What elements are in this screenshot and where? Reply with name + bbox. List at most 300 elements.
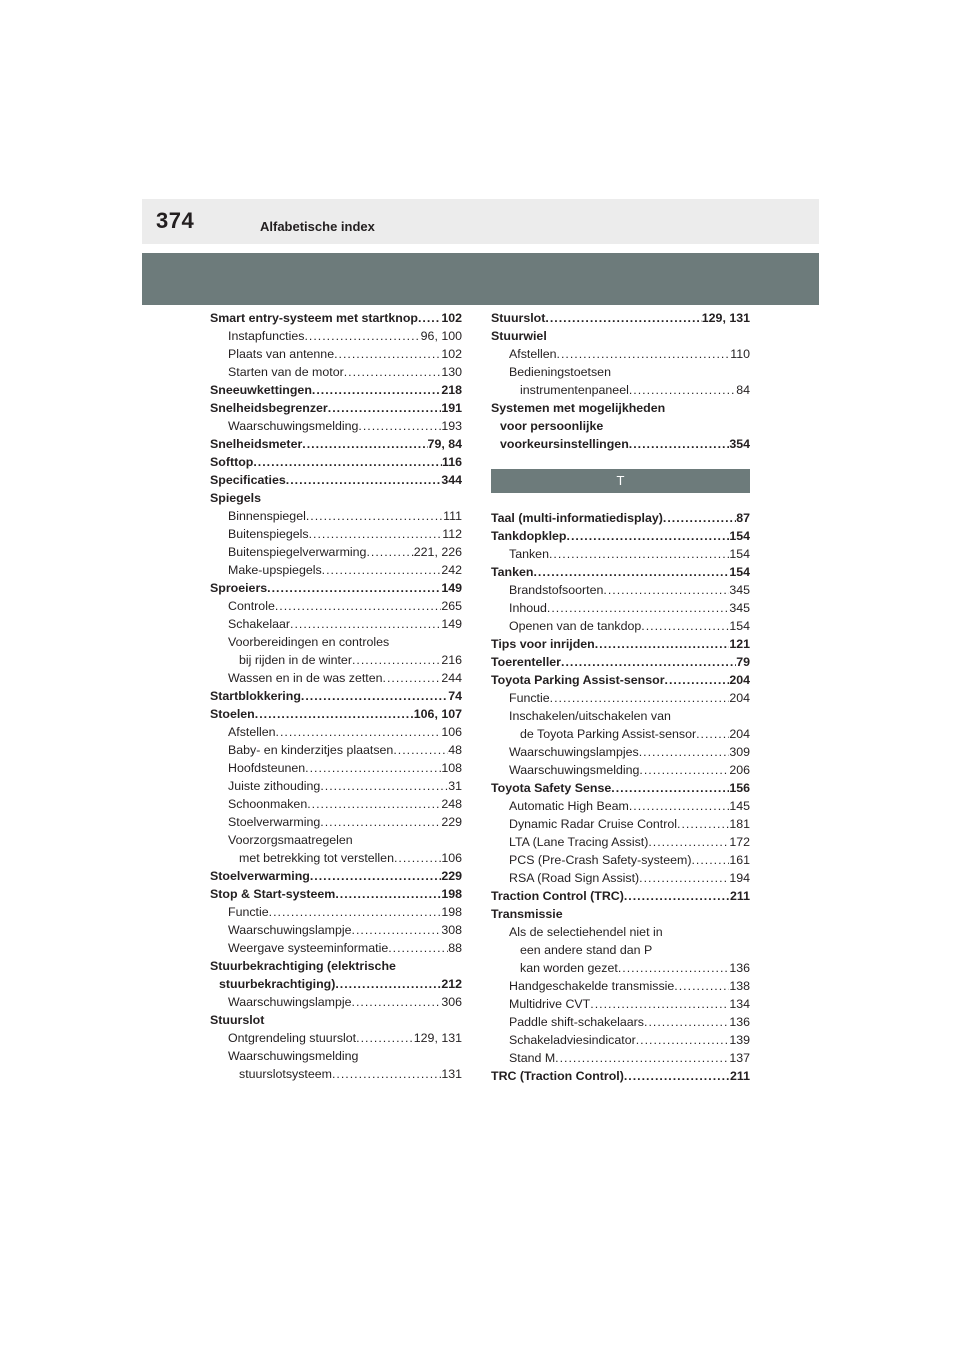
index-entry-page: 204 [729,673,750,687]
index-entry-page: 121 [729,637,750,651]
page-number: 374 [156,208,195,233]
dot-leader [335,885,441,903]
index-group-s [491,309,750,453]
dot-leader [276,723,442,741]
index-entry-page: 134 [729,997,750,1011]
index-entry-term: kan worden gezet [520,961,618,975]
dot-leader [344,363,442,381]
page-header [142,199,819,244]
dot-leader [352,921,442,939]
index-entry [491,1031,750,1049]
index-entry [491,887,750,905]
index-entry [210,723,462,741]
index-entry-term: Tanken [491,565,534,579]
index-entry-page: 106, 107 [413,707,462,721]
index-entry [210,615,462,633]
index-entry-term: Stand M [509,1051,556,1065]
dot-leader [352,651,441,669]
index-entry-page: 87 [736,511,750,525]
index-entry-page: 31 [448,779,462,793]
dot-leader [286,471,442,489]
index-entry-term: met betrekking tot verstellen [239,851,394,865]
index-entry [491,869,750,887]
index-entry-term: Toyota Parking Assist-sensor [491,673,665,687]
index-entry: Stuurbekrachtiging (elektrische [210,959,396,973]
index-entry [491,635,750,653]
index-entry-term: PCS (Pre-Crash Safety-systeem) [509,853,692,867]
index-entry [210,813,462,831]
dot-leader [549,545,729,563]
index-entry-term: Paddle shift-schakelaars [509,1015,644,1029]
index-entry-term: Specificaties [210,473,286,487]
index-entry-page: 248 [441,797,462,811]
index-entry [210,921,462,939]
index-entry [210,471,462,489]
index-entry [210,453,462,471]
index-entry-term: voorkeursinstellingen [500,437,629,451]
index-entry [210,525,462,543]
index-entry-term: Juiste zithouding [228,779,321,793]
index-entry [210,993,462,1011]
dot-leader [253,453,442,471]
dot-leader [629,381,736,399]
index-entry [210,309,462,327]
index-entry [210,543,462,561]
dot-leader [304,327,420,345]
index-entry-page: 102 [441,347,462,361]
section-letter-bar [491,469,750,493]
index-entry-page: 116 [442,455,462,469]
index-entry-page: 306 [441,995,462,1009]
dot-leader [320,813,441,831]
dot-leader [383,669,442,687]
index-entry [210,579,462,597]
index-entry [491,653,750,671]
index-entry: Als de selectiehendel niet in [509,925,663,939]
index-entry [491,797,750,815]
index-entry [210,687,462,705]
index-entry [491,345,750,363]
index-entry-term: Automatic High Beam [509,799,629,813]
dot-leader [624,1067,730,1085]
index-entry-page: 221, 226 [413,545,462,559]
index-entry [491,725,750,743]
page-title: Alfabetische index [260,219,375,234]
dot-leader [611,779,729,797]
index-entry-term: Instapfuncties [228,329,305,343]
index-entry-page: 211 [730,1069,750,1083]
dot-leader [595,635,730,653]
dot-leader [366,543,413,561]
index-entry-term: Stop & Start-systeem [210,887,336,901]
dot-leader [624,887,730,905]
index-entry-term: Startblokkering [210,689,301,703]
index-entry-term: Wassen en in de was zetten [228,671,383,685]
index-entry [210,561,462,579]
index-entry [491,689,750,707]
index-entry-page: 145 [729,799,750,813]
dot-leader [269,903,442,921]
index-entry [210,399,462,417]
dot-leader [356,1029,414,1047]
index-entry [491,617,750,635]
dot-leader [629,797,729,815]
index-entry [491,1067,750,1085]
index-entry-term: Inhoud [509,601,547,615]
index-entry-page: 345 [729,583,750,597]
index-entry-page: 137 [729,1051,750,1065]
index-entry: Voorzorgsmaatregelen [228,833,353,847]
index-entry [210,849,462,867]
index-entry [491,581,750,599]
index-entry-page: 191 [441,401,462,415]
index-entry [210,507,462,525]
index-entry [210,975,462,993]
index-entry-page: 206 [729,763,750,777]
index-entry-page: 79 [736,655,750,669]
index-entry [210,417,462,435]
index-entry-page: 204 [729,727,750,741]
index-entry-page: 198 [441,887,462,901]
dot-leader [352,993,442,1011]
index-entry [210,759,462,777]
dot-leader [388,939,448,957]
index-entry-term: Softtop [210,455,254,469]
index-entry-page: 131 [441,1067,462,1081]
index-entry-term: Buitenspiegels [228,527,309,541]
index-entry-term: Plaats van antenne [228,347,335,361]
index-entry-page: 154 [729,565,750,579]
index-entry [491,743,750,761]
index-entry [210,885,462,903]
dot-leader [561,653,736,671]
index-entry-page: 106 [441,851,462,865]
index-entry [491,959,750,977]
index-entry [491,599,750,617]
index-entry [210,597,462,615]
index-entry-term: Schoonmaken [228,797,308,811]
index-entry: Inschakelen/uitschakelen van [509,709,671,723]
index-entry-term: Snelheidsbegrenzer [210,401,328,415]
index-entry-term: stuurbekrachtiging) [219,977,336,991]
index-entry-page: 154 [729,529,750,543]
index-entry [491,779,750,797]
index-entry-page: 108 [441,761,462,775]
index-entry-page: 106 [441,725,462,739]
index-entry-term: Toerenteller [491,655,562,669]
index-entry [210,1029,462,1047]
index-entry-page: 211 [730,889,750,903]
index-entry-term: Schakelaar [228,617,290,631]
index-entry [210,741,462,759]
index-entry-page: 96, 100 [420,329,462,343]
index-entry-page: 110 [730,347,750,361]
dot-leader [334,345,441,363]
index-entry-page: 345 [729,601,750,615]
index-entry: Systemen met mogelijkheden [491,401,666,415]
index-entry-page: 229 [441,815,462,829]
dot-leader [691,851,729,869]
index-entry [210,669,462,687]
index-entry-term: de Toyota Parking Assist-sensor [520,727,697,741]
index-entry: een andere stand dan P [520,943,653,957]
index-entry-page: 194 [729,871,750,885]
dot-leader [533,563,729,581]
dot-leader [639,869,729,887]
index-entry-term: Stoelverwarming [228,815,321,829]
index-entry [491,815,750,833]
dot-leader [696,725,729,743]
dot-leader [550,689,730,707]
dot-leader [310,867,441,885]
index-entry-page: 130 [441,365,462,379]
index-entry-page: 212 [441,977,462,991]
index-entry [491,509,750,527]
index-entry-page: 354 [729,437,750,451]
index-entry [210,651,462,669]
index-column-right [491,309,750,1085]
index-entry: Voorbereidingen en controles [228,635,390,649]
index-entry-term: Afstellen [228,725,276,739]
index-entry-term: Starten van de motor [228,365,344,379]
index-entry [210,777,462,795]
index-entry-page: 216 [441,653,462,667]
index-entry-page: 129, 131 [701,311,750,325]
index-entry-term: Ontgrendeling stuurslot [228,1031,357,1045]
index-entry: Spiegels [210,491,261,505]
index-entry-term: Tips voor inrijden [491,637,595,651]
dot-leader [636,1031,730,1049]
index-entry [491,381,750,399]
dot-leader [306,507,443,525]
index-entry-page: 149 [441,581,462,595]
index-entry [491,563,750,581]
dot-leader [674,977,729,995]
dot-leader [394,849,441,867]
dot-leader [393,741,448,759]
index-entry-page: 265 [441,599,462,613]
index-entry-term: Tankdopklep [491,529,567,543]
index-entry-page: 309 [729,745,750,759]
index-entry-term: Baby- en kinderzitjes plaatsen [228,743,394,757]
index-entry: voor persoonlijke [500,419,604,433]
index-entry-page: 344 [441,473,462,487]
index-entry-page: 136 [729,1015,750,1029]
dot-leader [665,671,730,689]
dot-leader [328,399,442,417]
index-entry [491,527,750,545]
index-entry-term: Afstellen [509,347,557,361]
index-entry [210,705,462,723]
dot-leader [312,381,441,399]
dot-leader [555,1049,729,1067]
index-entry: Bedieningstoetsen [509,365,611,379]
index-entry-term: Stoelverwarming [210,869,310,883]
dot-leader [603,581,729,599]
dot-leader [322,561,442,579]
index-entry-term: Stoelen [210,707,255,721]
index-entry-page: 138 [729,979,750,993]
dot-leader [255,705,414,723]
index-entry [491,671,750,689]
index-entry-page: 193 [441,419,462,433]
index-entry-page: 111 [443,509,462,523]
index-entry [210,1065,462,1083]
dot-leader [545,309,701,327]
index-entry-term: Brandstofsoorten [509,583,604,597]
index-entry-term: Traction Control (TRC) [491,889,624,903]
index-group-t [491,509,750,1085]
index-entry [491,1049,750,1067]
dot-leader [648,833,729,851]
index-entry [491,761,750,779]
index-entry-term: Functie [509,691,550,705]
index-entry-term: instrumentenpaneel [520,383,629,397]
index-entry [210,435,462,453]
index-entry-page: 136 [729,961,750,975]
dot-leader [307,795,441,813]
dot-leader [418,309,441,327]
header-band [142,253,819,305]
index-entry-term: Waarschuwingslampjes [509,745,639,759]
index-entry-term: Snelheidsmeter [210,437,303,451]
index-entry-term: Stuurslot [491,311,546,325]
index-entry [210,381,462,399]
index-entry [491,851,750,869]
index-entry-term: Openen van de tankdop [509,619,642,633]
index-entry-page: 48 [448,743,462,757]
dot-leader [567,527,730,545]
index-entry-term: Taal (multi-informatiedisplay) [491,511,663,525]
index-entry-term: Multidrive CVT [509,997,591,1011]
index-entry [210,939,462,957]
index-entry-page: 149 [441,617,462,631]
index-entry-page: 172 [729,835,750,849]
dot-leader [644,1013,729,1031]
index-entry [491,309,750,327]
dot-leader [301,687,448,705]
index-entry-page: 74 [448,689,462,703]
index-entry [491,1013,750,1031]
index-entry: Transmissie [491,907,563,921]
index-column-left [210,309,462,1083]
index-entry-term: Sproeiers [210,581,268,595]
index-entry-page: 242 [441,563,462,577]
dot-leader [629,435,730,453]
dot-leader [335,975,441,993]
index-entry-term: RSA (Road Sign Assist) [509,871,640,885]
index-entry [491,435,750,453]
index-entry-page: 156 [729,781,750,795]
index-entry-page: 218 [441,383,462,397]
dot-leader [320,777,448,795]
index-entry-term: Weergave systeeminformatie [228,941,389,955]
index-entry-term: Sneeuwkettingen [210,383,312,397]
index-entry-term: Buitenspiegelverwarming [228,545,367,559]
index-entry [491,977,750,995]
index-entry [210,345,462,363]
dot-leader [641,617,729,635]
dot-leader [302,435,427,453]
dot-leader [547,599,729,617]
dot-leader [590,995,729,1013]
index-entry-term: LTA (Lane Tracing Assist) [509,835,649,849]
index-entry-page: 181 [729,817,750,831]
index-entry-term: Binnenspiegel [228,509,306,523]
index-entry-page: 154 [729,619,750,633]
index-entry-term: Controle [228,599,275,613]
index-entry-term: Tanken [509,547,549,561]
index-entry-page: 84 [736,383,750,397]
index-entry-page: 112 [442,527,462,541]
index-entry [210,363,462,381]
index-entry: Waarschuwingsmelding [228,1049,359,1063]
index-entry-page: 79, 84 [427,437,462,451]
index-entry [210,795,462,813]
index-entry-page: 139 [729,1033,750,1047]
dot-leader [618,959,730,977]
dot-leader [557,345,731,363]
index-entry-page: 229 [441,869,462,883]
index-entry-term: TRC (Traction Control) [491,1069,624,1083]
index-entry: Stuurslot [210,1013,265,1027]
index-entry-term: Waarschuwingsmelding [509,763,640,777]
index-entry-term: Make-upspiegels [228,563,322,577]
index-entry-term: Functie [228,905,269,919]
index-entry-term: Toyota Safety Sense [491,781,612,795]
index-entry-term: Dynamic Radar Cruise Control [509,817,678,831]
dot-leader [663,509,736,527]
dot-leader [267,579,441,597]
index-entry-term: bij rijden in de winter [239,653,352,667]
index-entry [210,867,462,885]
index-entry [491,995,750,1013]
index-entry-term: Waarschuwingsmelding [228,419,359,433]
dot-leader [305,759,441,777]
index-entry [210,903,462,921]
index-entry-term: Handgeschakelde transmissie [509,979,675,993]
index-entry-page: 308 [441,923,462,937]
index-entry-page: 244 [441,671,462,685]
index-entry-page: 102 [441,311,462,325]
index-entry-page: 161 [729,853,750,867]
index-entry [491,833,750,851]
index-entry-term: Schakeladviesindicator [509,1033,636,1047]
dot-leader [358,417,441,435]
dot-leader [677,815,729,833]
index-entry-term: Waarschuwingslampje [228,995,352,1009]
section-letter: T [616,473,625,488]
index-entry-term: Hoofdsteunen [228,761,306,775]
index-entry [210,327,462,345]
index-entry-page: 198 [441,905,462,919]
index-entry-term: stuurslotsysteem [239,1067,332,1081]
index-entry-page: 204 [729,691,750,705]
index-entry [491,545,750,563]
dot-leader [639,761,729,779]
index-entry-term: Waarschuwingslampje [228,923,352,937]
index-entry: Stuurwiel [491,329,547,343]
index-entry-page: 129, 131 [413,1031,462,1045]
dot-leader [290,615,441,633]
dot-leader [332,1065,441,1083]
dot-leader [639,743,730,761]
dot-leader [309,525,443,543]
index-entry-term: Smart entry-systeem met startknop [210,311,418,325]
index-entry-page: 88 [448,941,462,955]
dot-leader [275,597,441,615]
index-entry-page: 154 [729,547,750,561]
